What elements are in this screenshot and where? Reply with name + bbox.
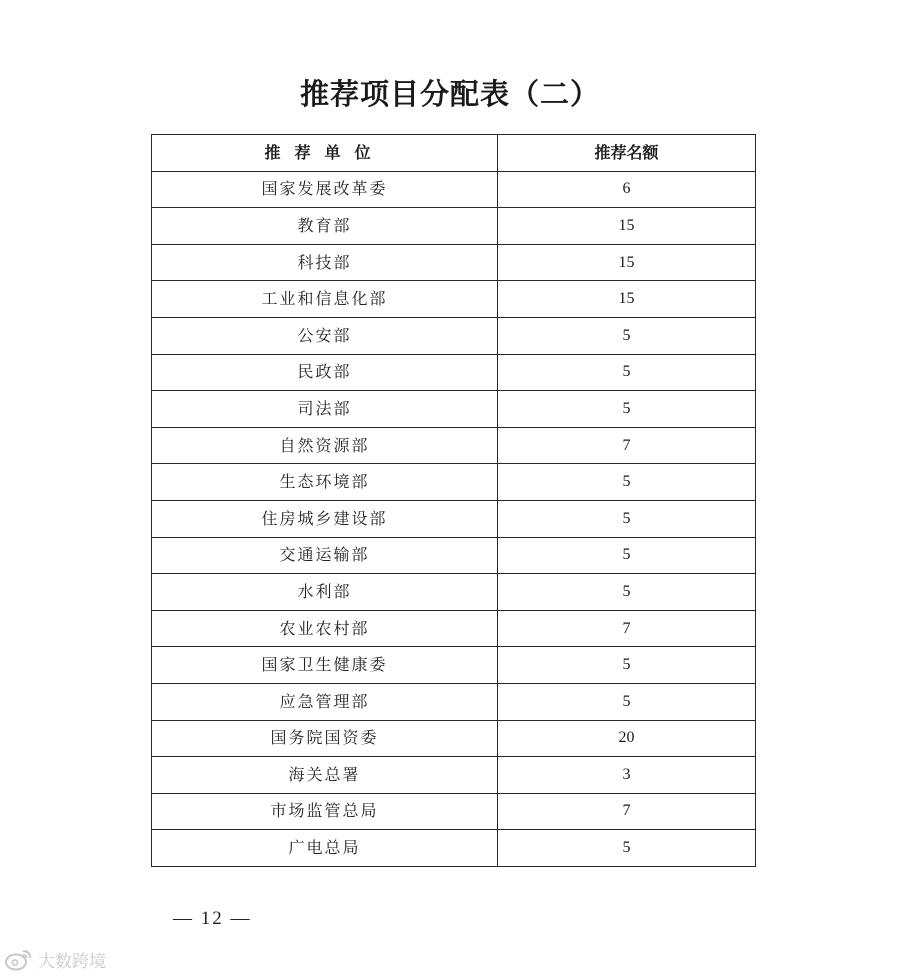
cell-recommending-unit: 科技部: [152, 244, 498, 281]
cell-recommending-unit: 国家发展改革委: [152, 171, 498, 208]
table-row: [152, 208, 756, 245]
page-number: — 12 —: [173, 908, 252, 929]
cell-recommending-unit: 教育部: [152, 208, 498, 245]
weibo-logo-icon: [4, 946, 34, 972]
cell-recommending-unit: 国家卫生健康委: [152, 647, 498, 684]
cell-recommending-unit: 民政部: [152, 354, 498, 391]
header-recommended-quota: 推荐名额: [498, 135, 756, 172]
cell-recommending-unit: 生态环境部: [152, 464, 498, 501]
cell-recommended-quota: 6: [498, 171, 756, 208]
cell-recommending-unit: 交通运输部: [152, 537, 498, 574]
table-row: [152, 830, 756, 867]
cell-recommended-quota: 5: [498, 830, 756, 867]
cell-recommending-unit: 国务院国资委: [152, 720, 498, 757]
cell-recommended-quota: 3: [498, 757, 756, 794]
allocation-table: [151, 134, 756, 867]
table-row: [152, 464, 756, 501]
cell-recommended-quota: 5: [498, 574, 756, 611]
table-row: [152, 574, 756, 611]
cell-recommended-quota: 15: [498, 208, 756, 245]
table-row: [152, 317, 756, 354]
table-row: [152, 281, 756, 318]
cell-recommending-unit: 住房城乡建设部: [152, 500, 498, 537]
cell-recommended-quota: 5: [498, 647, 756, 684]
watermark-text: 大数跨境: [38, 951, 106, 972]
table-row: [152, 793, 756, 830]
cell-recommended-quota: 20: [498, 720, 756, 757]
cell-recommended-quota: 5: [498, 537, 756, 574]
table-row: [152, 354, 756, 391]
table-header-row: [152, 135, 756, 172]
cell-recommended-quota: 7: [498, 793, 756, 830]
cell-recommending-unit: 自然资源部: [152, 427, 498, 464]
cell-recommending-unit: 海关总署: [152, 757, 498, 794]
cell-recommended-quota: 15: [498, 244, 756, 281]
cell-recommended-quota: 7: [498, 610, 756, 647]
table-body: [152, 171, 756, 866]
cell-recommending-unit: 水利部: [152, 574, 498, 611]
cell-recommended-quota: 5: [498, 683, 756, 720]
document-title: 推荐项目分配表（二）: [299, 77, 600, 111]
cell-recommending-unit: 广电总局: [152, 830, 498, 867]
cell-recommended-quota: 5: [498, 354, 756, 391]
table-row: [152, 427, 756, 464]
table-row: [152, 720, 756, 757]
cell-recommended-quota: 15: [498, 281, 756, 318]
cell-recommending-unit: 农业农村部: [152, 610, 498, 647]
table-row: [152, 171, 756, 208]
table-row: [152, 391, 756, 428]
cell-recommended-quota: 5: [498, 500, 756, 537]
table-row: [152, 537, 756, 574]
cell-recommending-unit: 司法部: [152, 391, 498, 428]
cell-recommended-quota: 7: [498, 427, 756, 464]
cell-recommending-unit: 应急管理部: [152, 683, 498, 720]
cell-recommending-unit: 市场监管总局: [152, 793, 498, 830]
cell-recommending-unit: 工业和信息化部: [152, 281, 498, 318]
cell-recommended-quota: 5: [498, 464, 756, 501]
cell-recommended-quota: 5: [498, 391, 756, 428]
table-row: [152, 683, 756, 720]
cell-recommended-quota: 5: [498, 317, 756, 354]
cell-recommending-unit: 公安部: [152, 317, 498, 354]
watermark: [4, 944, 106, 974]
table-row: [152, 757, 756, 794]
table-row: [152, 610, 756, 647]
table-row: [152, 647, 756, 684]
table-header: [152, 135, 756, 172]
table-row: [152, 244, 756, 281]
table-row: [152, 500, 756, 537]
header-recommending-unit: 推荐单位: [152, 135, 498, 172]
